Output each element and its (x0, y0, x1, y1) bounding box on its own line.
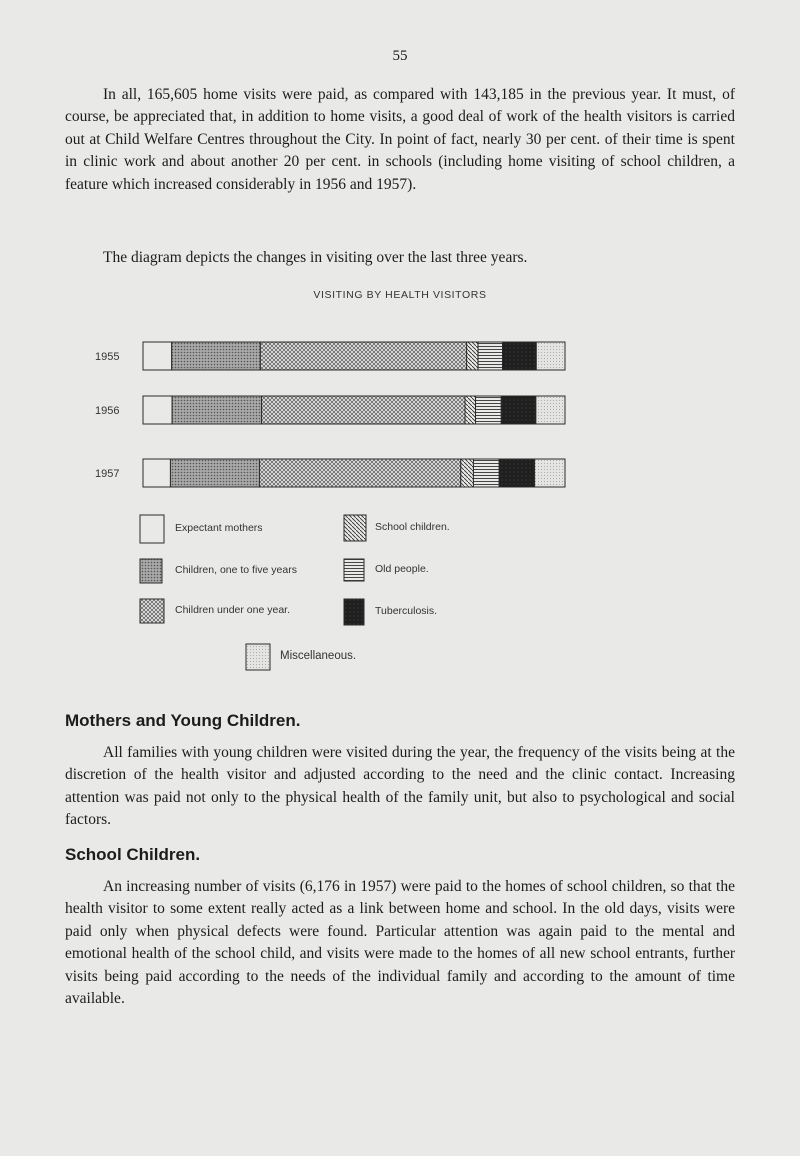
bar-segment-1955-3 (467, 342, 478, 370)
legend-label-4: Old people. (375, 563, 429, 575)
chart-title: VISITING BY HEALTH VISITORS (313, 289, 487, 301)
bar-segment-1955-2 (260, 342, 466, 370)
section-heading-mothers: Mothers and Young Children. (65, 711, 301, 730)
page-number: 55 (392, 48, 408, 64)
legend-swatch-4 (344, 559, 364, 581)
year-label-1955: 1955 (95, 351, 120, 363)
bar-segment-1955-4 (478, 342, 502, 370)
bar-segment-1956-2 (262, 396, 465, 424)
bar-segment-1957-1 (170, 459, 259, 487)
legend-label-5: Tuberculosis. (375, 605, 438, 617)
legend-label-6: Miscellaneous. (280, 650, 357, 662)
diagram-intro-paragraph: The diagram depicts the changes in visiting over the last three years. (103, 249, 528, 266)
intro-paragraph: In all, 165,605 home visits were paid, as compared with 143,185 in the previous year. It must, of course, be appreciated that, in addition to home visits, a good deal of work of the health visitors is carried out at Child Welfare Centres throughout the City. In point of fact, nearly 30 per cent. of their time is spent in clinic work and about another 20 per cent. in schools (including home visiting of school children, a feature which increased considerably in 1956 and 1957). (65, 86, 735, 193)
bar-segment-1955-5 (503, 342, 537, 370)
legend-swatch-3 (344, 515, 366, 541)
legend-swatch-0 (140, 515, 164, 543)
bar-segment-1957-4 (473, 459, 499, 487)
bar-segment-1956-5 (501, 396, 536, 424)
legend-swatch-1 (140, 559, 162, 583)
bar-segment-1957-6 (535, 459, 565, 487)
legend-swatch-6 (246, 644, 270, 670)
bar-segment-1956-0 (143, 396, 172, 424)
bar-segment-1957-3 (461, 459, 474, 487)
bar-segment-1955-1 (172, 342, 261, 370)
legend-swatch-2 (140, 599, 164, 623)
year-label-1957: 1957 (95, 468, 120, 480)
legend-label-2: Children under one year. (175, 604, 290, 616)
bar-segment-1955-6 (536, 342, 565, 370)
year-label-1956: 1956 (95, 405, 120, 417)
section-text-mothers: All families with young children were visited during the year, the frequency of the visits being at the discretion of the health visitor and adjusted according to the need and the clinic contact. Increasing attention was paid not only to the physical health of the family unit, but also to psychological and social factors. (65, 744, 735, 829)
section-heading-school: School Children. (65, 845, 201, 864)
bar-segment-1956-6 (536, 396, 565, 424)
bar-segment-1955-0 (143, 342, 172, 370)
bar-segment-1957-5 (499, 459, 534, 487)
legend-label-1: Children, one to five years (175, 564, 297, 576)
bar-segment-1956-4 (476, 396, 502, 424)
legend-label-3: School children. (375, 521, 450, 533)
bar-segment-1956-1 (172, 396, 261, 424)
bar-segment-1957-2 (259, 459, 460, 487)
legend-label-0: Expectant mothers (175, 522, 263, 534)
bar-segment-1956-3 (465, 396, 476, 424)
legend-swatch-5 (344, 599, 364, 625)
section-text-school: An increasing number of visits (6,176 in 1957) were paid to the homes of school children, so that the health visitor to some extent really acted as a link between home and school. In the old days, visits were paid only when physical defects were found. Particular attention was again paid to the mental and emotional health of the school child, and visits were made to the homes of all new school entrants, further visits being paid according to the needs of the individual family and according to the amount of time available. (65, 878, 735, 1008)
visiting-chart (0, 330, 800, 690)
bar-segment-1957-0 (143, 459, 170, 487)
